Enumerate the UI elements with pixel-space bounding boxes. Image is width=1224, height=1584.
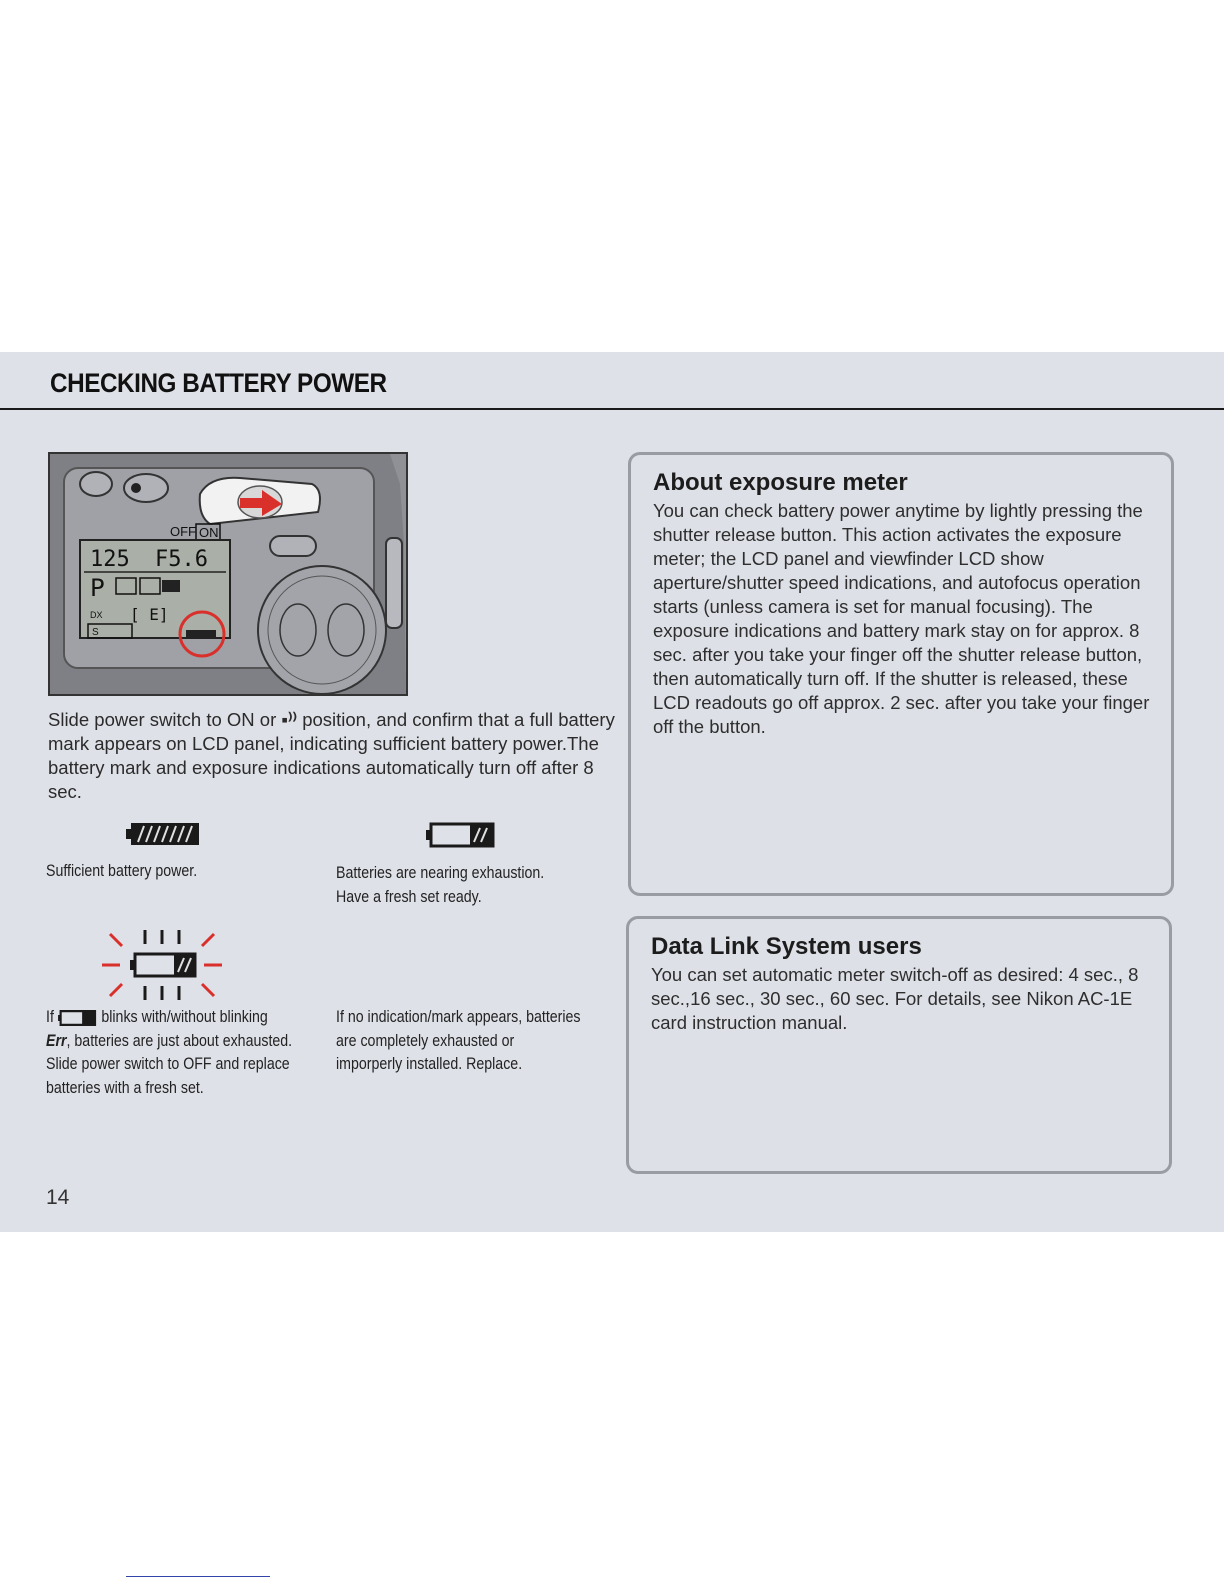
note-box-data-link <box>626 916 1172 1174</box>
full-battery-icon <box>126 822 200 846</box>
lcd-frame-count: [ E] <box>130 605 169 624</box>
low-battery-caption <box>336 862 544 909</box>
lcd-shutter-speed: 125 <box>90 547 130 572</box>
lcd-dx: DX <box>90 610 103 620</box>
bottom-link-underline <box>126 1576 270 1577</box>
note-body: You can set automatic meter switch-off as desired: 4 sec., 8 sec.,16 sec., 30 sec., 60 sec. For details, see Nikon AC-1E card instruction manual. <box>651 964 1139 1033</box>
lcd-mode: P <box>90 574 105 602</box>
page-title: CHECKING BATTERY POWER <box>50 368 387 398</box>
sound-icon: ▪⁾⁾ <box>281 709 298 730</box>
page-number: 14 <box>46 1186 70 1209</box>
manual-page <box>0 352 1224 1232</box>
blink-caption-rest: , batteries are just about exhausted. Slide power switch to OFF and replace batteries with a fresh set. <box>46 1031 293 1097</box>
note-heading: Data Link System users <box>651 933 922 960</box>
intro-paragraph <box>48 708 618 804</box>
intro-text-end: position, and confirm that a full battery mark appears on LCD panel, indicating sufficient battery power.The battery mark and exposure indications automatically turn off after 8 sec. <box>48 709 615 802</box>
blink-caption-prefix: If <box>46 1008 54 1026</box>
err-indicator: Err <box>46 1031 67 1050</box>
no-indication-caption: If no indication/mark appears, batteries are completely exhausted or imporperly installed. Replace. <box>336 1008 581 1073</box>
blinking-battery-caption <box>46 1006 304 1100</box>
title-rule <box>0 408 1224 410</box>
camera-top-drawing <box>50 454 408 696</box>
switch-off-label: OFF <box>170 524 196 539</box>
inline-low-battery-icon <box>58 1010 98 1026</box>
blink-caption-mid: blinks with/without blinking <box>101 1008 268 1026</box>
intro-text-start: Slide power switch to ON or <box>48 709 277 730</box>
camera-lcd-illustration <box>48 452 408 696</box>
blinking-battery-icon <box>100 928 224 1002</box>
note-heading: About exposure meter <box>653 469 908 496</box>
low-battery-caption-line1: Batteries are nearing exhaustion. <box>336 864 545 882</box>
full-battery-caption: Sufficient battery power. <box>46 862 198 880</box>
note-box-exposure-meter <box>628 452 1174 896</box>
lcd-s: S <box>92 627 99 638</box>
low-battery-icon <box>426 822 496 848</box>
lcd-aperture: F5.6 <box>155 547 208 572</box>
note-body: You can check battery power anytime by lightly pressing the shutter release button. This action activates the exposure meter; the LCD panel and viewfinder LCD show aperture/shutter speed indications, and autofocus operation starts (unless camera is set for manual focusing). The exposure indications and battery mark stay on for approx. 8 sec. after you take your finger off the shutter release button, then automatically turn off. If the shutter is released, these LCD readouts go off approx. 2 sec. after you take your finger off the button. <box>653 500 1150 737</box>
switch-on-label: ON <box>199 525 219 540</box>
low-battery-caption-line2: Have a fresh set ready. <box>336 887 482 906</box>
